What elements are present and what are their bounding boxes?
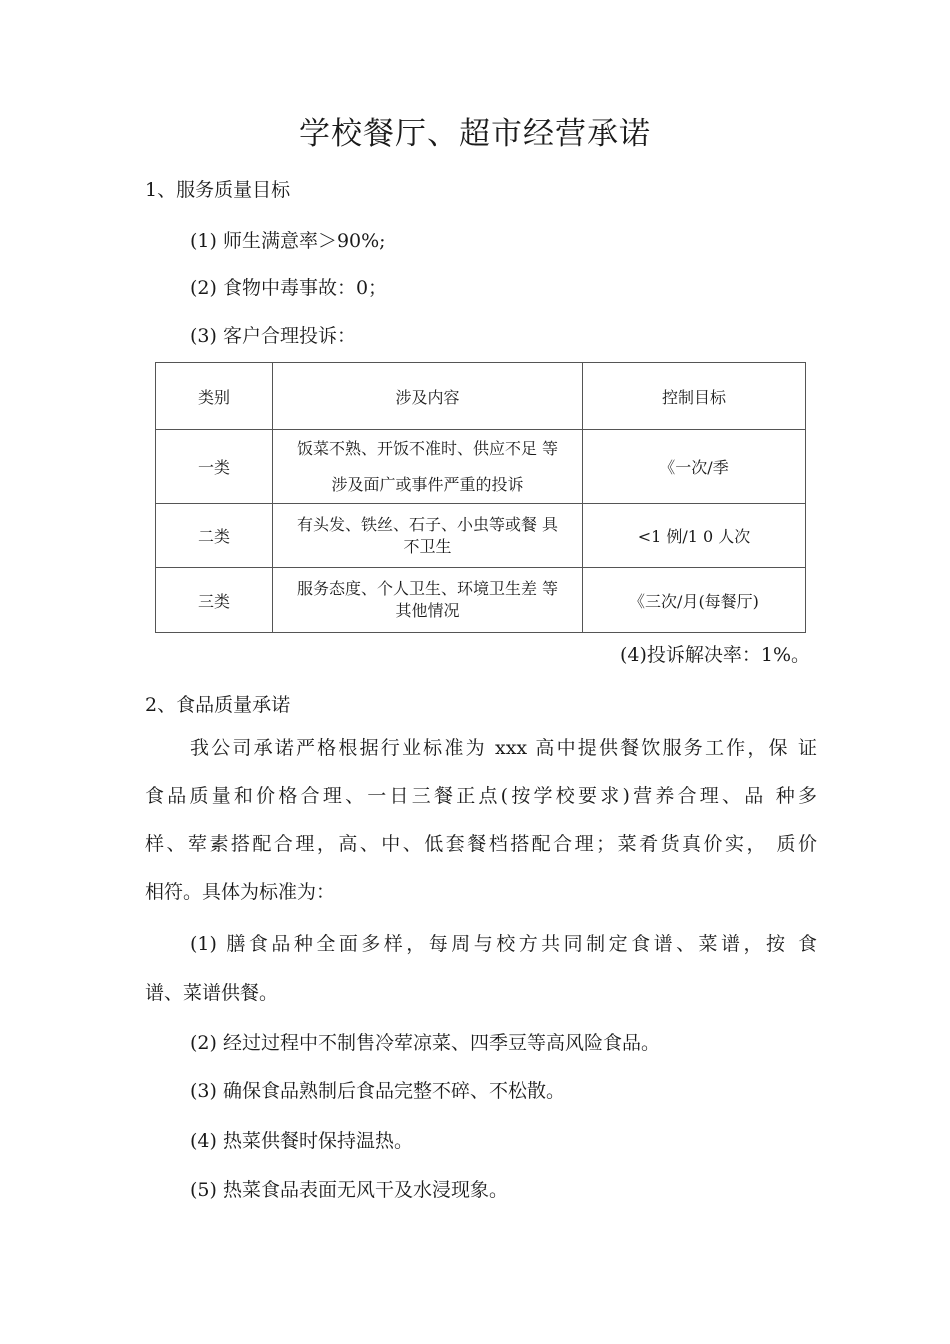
food-item-1: (1) 膳食品种全面多样，每周与校方共同制定食谱、菜谱，按 食 <box>190 933 817 955</box>
table-cell-category: 三类 <box>156 568 273 633</box>
table-cell-category: 二类 <box>156 504 273 568</box>
page-title: 学校餐厅、超市经营承诺 <box>299 116 651 152</box>
content-line: 不卫生 <box>403 536 452 556</box>
section-2-heading: 2、食品质量承诺 <box>145 694 291 716</box>
table-cell-target: 《一次/季 <box>583 430 806 504</box>
content-line: 涉及面广或事件严重的投诉 <box>331 474 524 494</box>
content-line: 有头发、铁丝、石子、小虫等或餐 具 <box>296 514 559 534</box>
table-cell-category: 一类 <box>156 430 273 504</box>
service-item-1: (1) 师生满意率＞90%; <box>190 230 386 252</box>
table-cell-target: 《三次/月(每餐厅) <box>583 568 806 633</box>
food-item-3: (3) 确保食品熟制后食品完整不碎、不松散。 <box>190 1080 565 1102</box>
paragraph-line: 我公司承诺严格根据行业标准为 xxx 高中提供餐饮服务工作，保 证 <box>190 737 817 759</box>
table-header: 涉及内容 <box>273 363 583 430</box>
table-header: 类别 <box>156 363 273 430</box>
content-line: 其他情况 <box>395 601 460 620</box>
food-item-5: (5) 热菜食品表面无风干及水浸现象。 <box>190 1179 508 1201</box>
table-row <box>156 430 806 504</box>
service-item-2: (2) 食物中毒事故：0； <box>190 277 388 299</box>
section-1-heading: 1、服务质量目标 <box>145 179 291 201</box>
table-cell-content <box>273 568 583 633</box>
food-item-4: (4) 热菜供餐时保持温热。 <box>190 1130 413 1152</box>
food-item-2: (2) 经过过程中不制售冷荤凉菜、四季豆等高风险食品。 <box>190 1032 660 1054</box>
content-line: 服务态度、个人卫生、环境卫生差 等 <box>296 579 559 598</box>
complaint-table <box>155 362 806 633</box>
paragraph-line: 相符。具体为标准为： <box>145 881 336 903</box>
table-row <box>156 568 806 633</box>
table-header-row <box>156 363 806 430</box>
food-item-1-cont: 谱、菜谱供餐。 <box>145 982 279 1004</box>
table-cell-content <box>273 504 583 568</box>
complaint-resolution-rate: (4)投诉解决率：1%。 <box>619 644 810 666</box>
table-row <box>156 504 806 568</box>
paragraph-line: 食品质量和价格合理、一日三餐正点(按学校要求)营养合理、品 种多 <box>145 785 817 807</box>
table-cell-target: <1 例/1 0 人次 <box>583 504 806 568</box>
paragraph-line: 样、荤素搭配合理，高、中、低套餐档搭配合理；菜肴货真价实， 质价 <box>145 833 817 855</box>
service-item-3: (3) 客户合理投诉： <box>190 325 356 347</box>
table-header: 控制目标 <box>583 363 806 430</box>
table-cell-content <box>273 430 583 504</box>
content-line: 饭菜不熟、开饭不准时、供应不足 等 <box>296 438 559 458</box>
